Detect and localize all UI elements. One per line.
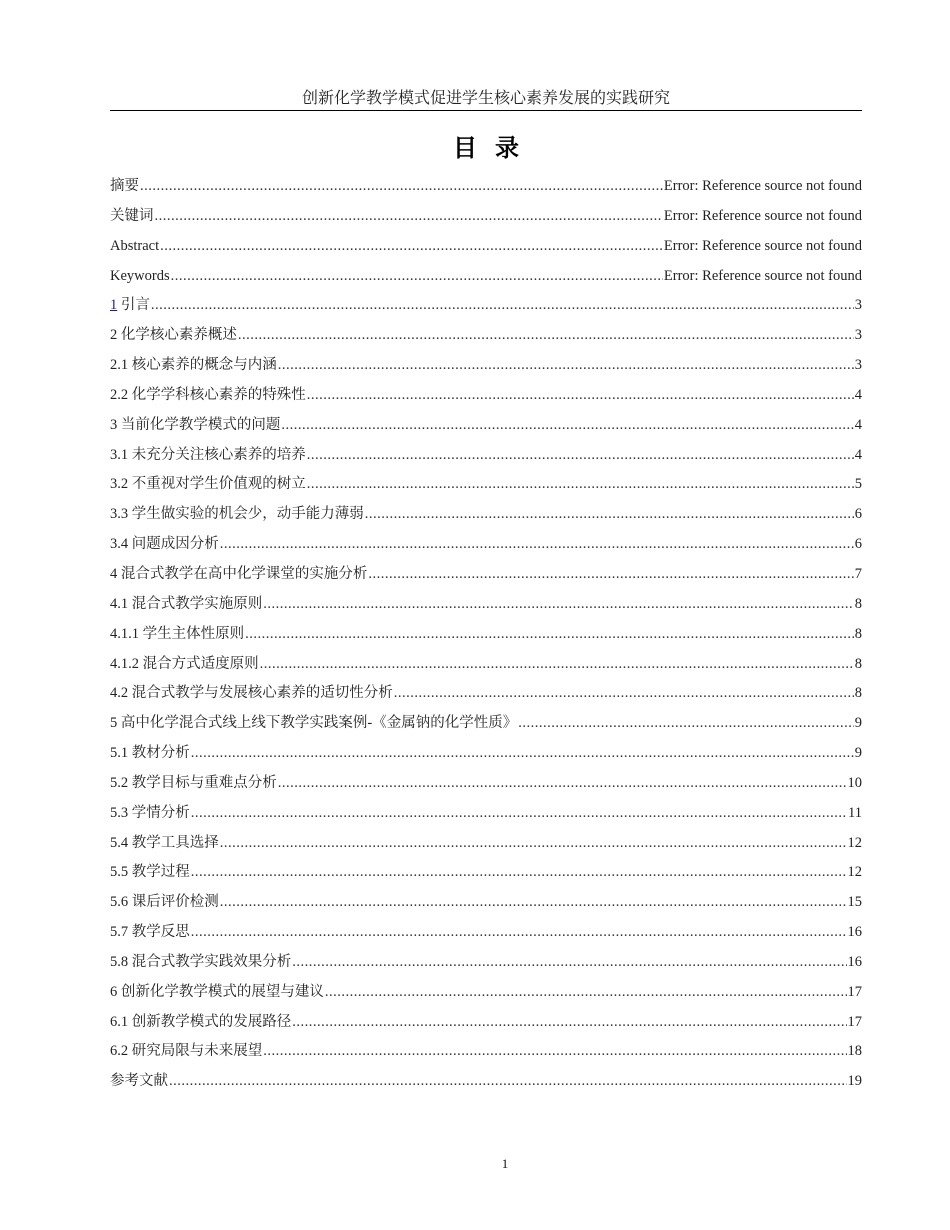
toc-entry-page: 10	[847, 774, 862, 791]
toc-entry-number: 4.1.1	[110, 625, 139, 642]
toc-entry-page: 12	[847, 864, 862, 881]
toc-entry-number: 3.4	[110, 536, 129, 553]
toc-entry-text: 创新化学教学模式的展望与建议	[117, 983, 324, 1000]
toc-entry-text: 研究局限与未来展望	[128, 1043, 263, 1060]
toc-entry-number: 5.2	[110, 774, 129, 791]
toc-entry-number: 3.2	[110, 476, 129, 493]
toc-entry-number: 2	[110, 327, 118, 344]
toc-entry-label	[110, 1011, 291, 1033]
toc-entry-page: 4	[854, 446, 862, 463]
toc-entry-label	[110, 175, 139, 197]
toc-entry-label	[110, 951, 291, 973]
dot-leader	[155, 205, 663, 227]
dot-leader	[260, 653, 854, 675]
toc-entry-text: 教材分析	[128, 745, 190, 762]
running-header: 创新化学教学模式促进学生核心素养发展的实践研究	[110, 88, 862, 111]
toc-entry-text: 创新教学模式的发展路径	[128, 1013, 292, 1030]
toc-entry-number: 4	[110, 565, 118, 582]
toc-entry[interactable]	[110, 593, 862, 623]
toc-entry[interactable]	[110, 444, 862, 474]
toc-entry-text: 课后评价检测	[128, 894, 219, 911]
toc-entry-label	[110, 235, 159, 257]
toc-entry-text: 关键词	[110, 207, 154, 224]
dot-leader	[307, 444, 854, 466]
toc-entry-label	[110, 623, 244, 645]
toc-entry-number: 4.1.2	[110, 655, 139, 672]
toc-entry-text: 参考文献	[110, 1073, 168, 1090]
toc-entry-label	[110, 324, 237, 346]
toc-entry[interactable]	[110, 653, 862, 683]
toc-entry-label	[110, 533, 219, 555]
toc-entry[interactable]	[110, 981, 862, 1011]
dot-leader	[365, 503, 854, 525]
toc-entry-page: 6	[854, 536, 862, 553]
dot-leader	[518, 712, 854, 734]
toc-entry-text: 学情分析	[128, 804, 190, 821]
toc-entry-text: 未充分关注核心素养的培养	[128, 446, 306, 463]
toc-entry[interactable]	[110, 563, 862, 593]
toc-entry-page: 8	[854, 625, 862, 642]
toc-entry-number: 3	[110, 416, 118, 433]
dot-leader	[307, 473, 854, 495]
toc-entry-text: 混合方式适度原则	[139, 655, 259, 672]
toc-entry-number: 5.3	[110, 804, 129, 821]
toc-entry-label	[110, 1040, 262, 1062]
dot-leader	[263, 593, 854, 615]
toc-entry-number: 5.8	[110, 953, 129, 970]
toc-entry[interactable]	[110, 1040, 862, 1070]
toc-entry-text: 问题成因分析	[128, 536, 219, 553]
toc-entry-page: 11	[848, 804, 862, 821]
toc-entry[interactable]	[110, 265, 862, 295]
toc-entry-label	[110, 1070, 168, 1092]
toc-entry-page: 12	[847, 834, 862, 851]
toc-entry-page: 3	[854, 357, 862, 374]
toc-entry-page: 9	[854, 715, 862, 732]
toc-entry-number: 5.1	[110, 745, 129, 762]
toc-entry-number: 6	[110, 983, 118, 1000]
toc-entry-page: 6	[854, 506, 862, 523]
toc-entry-page: 7	[854, 565, 862, 582]
toc-entry-label	[110, 563, 367, 585]
toc-title: 目录	[453, 134, 537, 162]
toc-entry-page: 19	[847, 1073, 862, 1090]
toc-entry-label	[110, 294, 150, 316]
toc-entry-number: 5.7	[110, 924, 129, 941]
toc-entry[interactable]	[110, 324, 862, 354]
toc-entry-page: 9	[854, 745, 862, 762]
toc-entry-label	[110, 444, 306, 466]
toc-entry-page: 3	[854, 297, 862, 314]
toc-entry-page: 5	[854, 476, 862, 493]
toc-entry-label	[110, 593, 262, 615]
toc-entry-page: 4	[854, 386, 862, 403]
toc-entry-page: 16	[847, 924, 862, 941]
dot-leader	[292, 1011, 846, 1033]
dot-leader	[307, 384, 854, 406]
toc-entry-number: 2.1	[110, 357, 129, 374]
toc-entry-label	[110, 473, 306, 495]
dot-leader	[325, 981, 847, 1003]
toc-entry-label	[110, 891, 219, 913]
toc-entry-label	[110, 981, 324, 1003]
toc-entry-page: 4	[854, 416, 862, 433]
toc-entry-label	[110, 832, 219, 854]
toc-entry-label	[110, 712, 517, 734]
toc-entry[interactable]	[110, 503, 862, 533]
toc-entry-number: 5.6	[110, 894, 129, 911]
toc-entry-page: Error: Reference source not found	[663, 178, 862, 194]
toc-entry[interactable]	[110, 951, 862, 981]
dot-leader	[292, 951, 846, 973]
toc-entry[interactable]	[110, 354, 862, 384]
toc-entry-text: 化学学科核心素养的特殊性	[128, 386, 306, 403]
toc-entry-label	[110, 742, 190, 764]
toc-entry-page: 17	[847, 1013, 862, 1030]
dot-leader	[394, 682, 854, 704]
toc-entry-page: Error: Reference source not found	[663, 207, 862, 224]
toc-entry[interactable]	[110, 473, 862, 503]
toc-entry-page: 16	[847, 953, 862, 970]
toc-entry-label	[110, 205, 154, 227]
toc-entry[interactable]	[110, 533, 862, 563]
toc-entry-text: 教学工具选择	[128, 834, 219, 851]
toc-entry[interactable]	[110, 682, 862, 712]
toc-entry-page: 3	[854, 327, 862, 344]
toc-entry-number: 5	[110, 715, 118, 732]
toc-entry-number: 5.5	[110, 864, 129, 881]
dot-leader	[160, 235, 663, 257]
toc-entry-text: 高中化学混合式线上线下教学实践案例-《金属钠的化学性质》	[117, 715, 518, 732]
dot-leader	[220, 533, 854, 555]
dot-leader	[220, 832, 847, 854]
toc-entry-label	[110, 384, 306, 406]
dot-leader	[171, 265, 663, 287]
toc-entry-text: 核心素养的概念与内涵	[128, 357, 277, 374]
toc-entry-text: 教学目标与重难点分析	[128, 774, 277, 791]
toc-entry-text: 化学核心素养概述	[117, 327, 237, 344]
toc-entry[interactable]	[110, 235, 862, 265]
toc-entry[interactable]	[110, 205, 862, 235]
toc-entry-number: 2.2	[110, 386, 129, 403]
toc-entry-text: 教学反思	[128, 924, 190, 941]
dot-leader	[169, 1070, 847, 1092]
toc-entry-text: 教学过程	[128, 864, 190, 881]
toc-entry[interactable]	[110, 414, 862, 444]
toc-entry-text: 学生主体性原则	[139, 625, 245, 642]
dot-leader	[191, 742, 854, 764]
dot-leader	[220, 891, 847, 913]
dot-leader	[191, 921, 847, 943]
toc-entry-label	[110, 265, 170, 287]
dot-leader	[281, 414, 853, 436]
dot-leader	[278, 354, 854, 376]
toc-entry[interactable]	[110, 832, 862, 862]
toc-entry-number: 5.4	[110, 834, 129, 851]
toc-entry-label	[110, 653, 259, 675]
dot-leader	[191, 802, 847, 824]
toc-entry-page: 8	[854, 595, 862, 612]
toc-entry-number: 6.2	[110, 1043, 129, 1060]
toc-entry-number: 3.3	[110, 506, 129, 523]
toc-entry-text: 当前化学教学模式的问题	[117, 416, 281, 433]
toc-entry-page: Error: Reference source not found	[663, 237, 862, 254]
toc-entry-label	[110, 414, 280, 436]
toc-entry-text: 混合式教学在高中化学课堂的实施分析	[117, 565, 368, 582]
toc-entry-text: 学生做实验的机会少，动手能力薄弱	[128, 506, 364, 523]
toc-entry-link[interactable]: 1	[110, 297, 118, 314]
toc-entry-number: 6.1	[110, 1013, 129, 1030]
toc-entry-text: 不重视对学生价值观的树立	[128, 476, 306, 493]
toc-entry[interactable]	[110, 772, 862, 802]
toc-entry-label	[110, 503, 364, 525]
toc-entry-label	[110, 802, 190, 824]
toc-entry-label	[110, 682, 393, 704]
toc-entry[interactable]	[110, 384, 862, 414]
toc-entry[interactable]	[110, 1011, 862, 1041]
toc-entry[interactable]	[110, 861, 862, 891]
toc-entry-page: 18	[847, 1043, 862, 1060]
toc-entry[interactable]	[110, 1070, 862, 1100]
toc-entry-page: 8	[854, 685, 862, 702]
dot-leader	[245, 623, 854, 645]
dot-leader	[191, 861, 847, 883]
toc-entry-text: 摘要	[110, 178, 139, 194]
toc-entry-page: 15	[847, 894, 862, 911]
toc-entry-number: 4.1	[110, 595, 129, 612]
toc-entry[interactable]	[110, 802, 862, 832]
toc-entry-text: Abstract	[110, 237, 160, 254]
toc-entry[interactable]	[110, 742, 862, 772]
dot-leader	[140, 175, 663, 197]
toc-entry-label	[110, 861, 190, 883]
toc-entry-text: 混合式教学实施原则	[128, 595, 263, 612]
page-number: 1	[501, 1156, 509, 1171]
toc-entry-number: 3.1	[110, 446, 129, 463]
toc-entry-page: 17	[847, 983, 862, 1000]
dot-leader	[263, 1040, 846, 1062]
dot-leader	[368, 563, 853, 585]
dot-leader	[278, 772, 847, 794]
toc-entry[interactable]	[110, 623, 862, 653]
toc-entry[interactable]	[110, 175, 862, 205]
toc-entry-text: Keywords	[110, 267, 170, 284]
dot-leader	[151, 294, 854, 316]
toc-entry-label	[110, 921, 190, 943]
toc-entry-text: 引言	[117, 297, 150, 314]
toc-entry-number: 4.2	[110, 685, 129, 702]
toc-entry[interactable]	[110, 294, 862, 324]
toc-entry-page: 8	[854, 655, 862, 672]
toc-entry-label	[110, 772, 277, 794]
table-of-contents	[110, 175, 862, 1100]
toc-entry[interactable]	[110, 712, 862, 742]
toc-entry[interactable]	[110, 891, 862, 921]
dot-leader	[238, 324, 854, 346]
toc-entry-text: 混合式教学实践效果分析	[128, 953, 292, 970]
toc-entry-label	[110, 354, 277, 376]
toc-entry-text: 混合式教学与发展核心素养的适切性分析	[128, 685, 393, 702]
toc-entry[interactable]	[110, 921, 862, 951]
toc-entry-page: Error: Reference source not found	[663, 267, 862, 284]
